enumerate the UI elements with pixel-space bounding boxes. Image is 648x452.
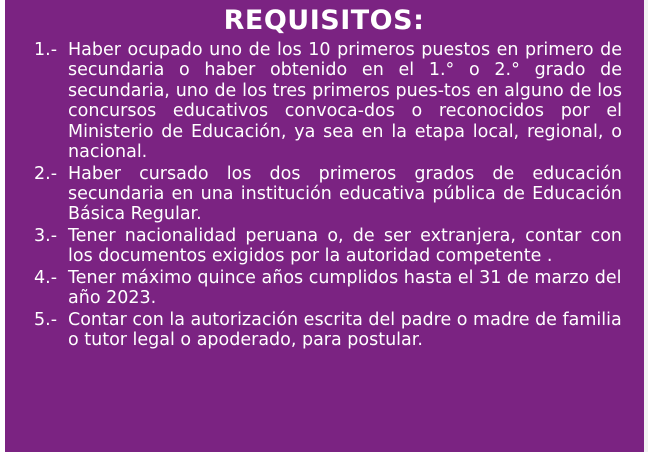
right-edge-border [644, 0, 648, 452]
requirements-list [0, 40, 648, 351]
list-item-number: 4.- [34, 267, 58, 288]
list-item-text: Contar con la autorización escrita del padre o madre de familia o tutor legal o apoderado, para postular. [68, 309, 622, 351]
list-item-number: 3.- [34, 225, 58, 246]
list-item-number: 1.- [34, 39, 58, 60]
list-item-text: Tener nacionalidad peruana o, de ser extranjera, contar con los documentos exigidos por la autoridad competente . [68, 225, 622, 267]
list-item [34, 310, 622, 351]
list-item-number: 5.- [34, 309, 58, 330]
list-item [34, 268, 622, 309]
left-edge-border [0, 0, 5, 452]
page-title: REQUISITOS: [223, 5, 425, 36]
list-item [34, 226, 622, 267]
list-item-text: Haber cursado los dos primeros grados de educación secundaria en una institución educativa pública de Educación Básica Regular. [68, 163, 622, 225]
list-item-number: 2.- [34, 163, 58, 184]
list-item-text: Tener máximo quince años cumplidos hasta el 31 de marzo del año 2023. [68, 267, 622, 309]
list-item-text: Haber ocupado uno de los 10 primeros puestos en primero de secundaria o haber obtenido en el 1.° o 2.° grado de secundaria, uno de los tres primeros pues-tos en alguno de los concursos educativos convoca-dos o reconocidos por el Ministerio de Educación, ya sea en la etapa local, regional, o nacional. [68, 39, 622, 163]
list-item [34, 164, 622, 225]
list-item [34, 40, 622, 163]
bottom-margin [5, 434, 644, 452]
